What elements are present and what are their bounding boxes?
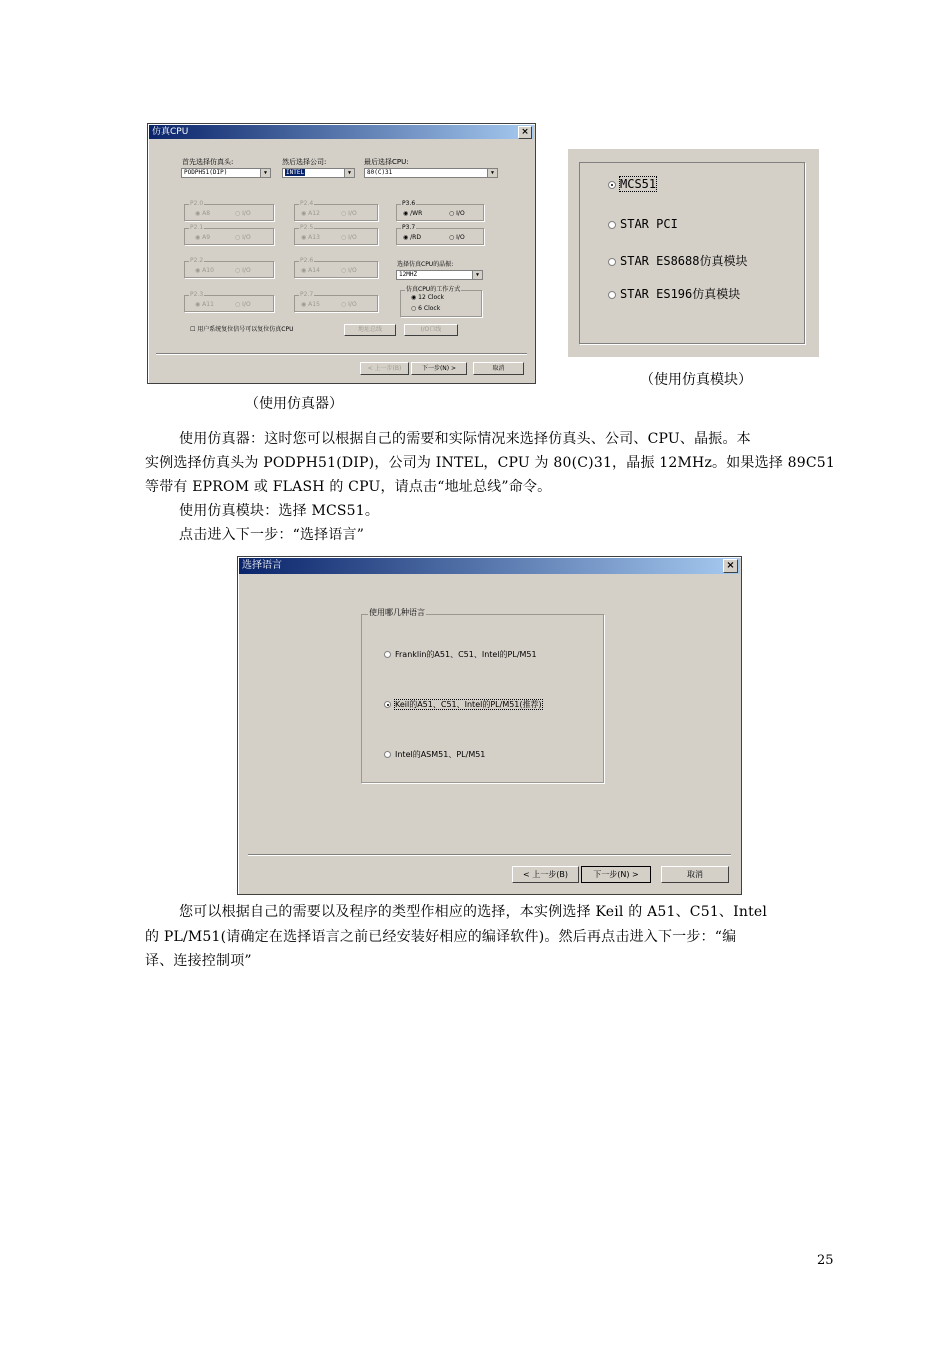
module-option-es196[interactable] bbox=[608, 285, 740, 302]
group-p23 bbox=[184, 291, 274, 312]
next-button[interactable]: 下一步(N) > bbox=[581, 866, 651, 883]
work-mode-title: 仿真CPU的工作方式 bbox=[406, 286, 461, 293]
radio-label: I/O bbox=[456, 234, 465, 241]
label-cpu: 最后选择CPU: bbox=[364, 158, 409, 166]
radio-p21-a: ◉ A9 bbox=[195, 234, 211, 241]
cancel-button[interactable]: 取消 bbox=[661, 866, 729, 883]
lang-option-label: Intel的ASM51、PL/M51 bbox=[395, 750, 486, 759]
module-option-label: STAR PCI bbox=[620, 217, 678, 231]
cpu-select-value: 80(C)31 bbox=[367, 169, 393, 176]
prev-button[interactable]: < 上一步(B) bbox=[512, 866, 579, 883]
paragraph-line-5: 点击进入下一步：“选择语言” bbox=[179, 527, 365, 543]
paragraph2-line-3: 译、连接控制项” bbox=[145, 953, 252, 969]
group-p24 bbox=[294, 200, 378, 221]
module-option-mcs51[interactable] bbox=[608, 177, 656, 191]
lang-option-keil[interactable] bbox=[384, 699, 542, 710]
paragraph-line-1: 使用仿真器：这时您可以根据自己的需要和实际情况来选择仿真头、公司、CPU、晶振。本 bbox=[179, 431, 751, 447]
group-p37-title: P3.7 bbox=[402, 224, 416, 231]
radio-label: A15 bbox=[308, 301, 320, 308]
language-group bbox=[361, 608, 604, 783]
dialog-titlebar bbox=[149, 125, 534, 139]
crystal-select-value: 12MHZ bbox=[399, 271, 418, 278]
group-p20-title: P2.0 bbox=[190, 200, 204, 207]
group-p21 bbox=[184, 224, 274, 245]
radio-p25-b: ○ I/O bbox=[341, 234, 357, 241]
head-select[interactable] bbox=[181, 168, 271, 178]
dialog-titlebar bbox=[239, 558, 740, 574]
group-p24-title: P2.4 bbox=[300, 200, 314, 207]
chevron-down-icon: ▼ bbox=[487, 169, 497, 177]
paragraph-line-3: 等带有 EPROM 或 FLASH 的 CPU，请点击“地址总线”命令。 bbox=[145, 479, 552, 495]
caption-emulator: （使用仿真器） bbox=[245, 396, 343, 412]
paragraph2-line-2: 的 PL/M51(请确定在选择语言之前已经安装好相应的编译软件)。然后再点击进入下一步：“编 bbox=[145, 929, 737, 945]
separator bbox=[156, 353, 527, 355]
radio-label: I/O bbox=[242, 301, 251, 308]
radio-p26-b: ○ I/O bbox=[341, 267, 357, 274]
select-language-dialog bbox=[237, 556, 742, 895]
group-p27 bbox=[294, 291, 378, 312]
lang-option-label: Keil的A51、C51、Intel的PL/M51(推荐) bbox=[395, 700, 542, 709]
radio-p24-b: ○ I/O bbox=[341, 210, 357, 217]
radio-label: I/O bbox=[348, 301, 357, 308]
group-work-mode bbox=[400, 286, 482, 317]
radio-p36-a[interactable]: ◉ /WR bbox=[403, 210, 423, 217]
radio-icon bbox=[608, 291, 616, 299]
group-p21-title: P2.1 bbox=[190, 224, 204, 231]
paragraph-line-2: 实例选择仿真头为 PODPH51(DIP)，公司为 INTEL，CPU 为 80(C)31，晶振 12MHz。如果选择 89C51 bbox=[145, 455, 836, 471]
chevron-down-icon: ▼ bbox=[472, 271, 482, 279]
radio-p21-b: ○ I/O bbox=[235, 234, 251, 241]
radio-icon bbox=[384, 751, 391, 758]
group-p25-title: P2.5 bbox=[300, 224, 314, 231]
module-panel bbox=[568, 149, 819, 357]
radio-p25-a: ◉ A13 bbox=[301, 234, 320, 241]
lang-option-intel[interactable] bbox=[384, 749, 485, 760]
radio-p22-b: ○ I/O bbox=[235, 267, 251, 274]
lang-option-franklin[interactable] bbox=[384, 649, 537, 660]
radio-selected-icon bbox=[384, 701, 391, 708]
radio-p23-b: ○ I/O bbox=[235, 301, 251, 308]
radio-icon bbox=[384, 651, 391, 658]
group-p36-title: P3.6 bbox=[402, 200, 416, 207]
radio-p26-a: ◉ A14 bbox=[301, 267, 320, 274]
group-p25 bbox=[294, 224, 378, 245]
radio-p37-a[interactable]: ◉ /RD bbox=[403, 234, 421, 241]
caption-module: （使用仿真模块） bbox=[640, 372, 752, 388]
module-option-es8688[interactable] bbox=[608, 252, 747, 269]
module-option-label: MCS51 bbox=[620, 177, 657, 191]
module-option-label: STAR ES8688仿真模块 bbox=[620, 254, 748, 268]
reset-checkbox-label: 用户系统复位信号可以复位仿真CPU bbox=[197, 326, 294, 333]
lang-option-label: Franklin的A51、C51、Intel的PL/M51 bbox=[395, 650, 537, 659]
radio-p22-a: ◉ A10 bbox=[195, 267, 214, 274]
radio-6-clock[interactable]: ○ 6 Clock bbox=[411, 305, 441, 312]
page-number: 25 bbox=[817, 1253, 834, 1268]
radio-label: A11 bbox=[202, 301, 214, 308]
group-p36 bbox=[396, 200, 484, 221]
head-select-value: PODPH51(DIP) bbox=[184, 169, 228, 176]
group-p37 bbox=[396, 224, 484, 245]
radio-label: 6 Clock bbox=[418, 305, 441, 312]
close-icon[interactable]: × bbox=[518, 126, 532, 139]
radio-p24-a: ◉ A12 bbox=[301, 210, 320, 217]
radio-icon bbox=[608, 258, 616, 266]
radio-label: /WR bbox=[410, 210, 423, 217]
company-select-value: INTEL bbox=[286, 169, 305, 176]
radio-label: I/O bbox=[242, 210, 251, 217]
radio-p36-b[interactable]: ○ I/O bbox=[449, 210, 465, 217]
chevron-down-icon: ▼ bbox=[344, 169, 354, 177]
radio-label: A8 bbox=[202, 210, 211, 217]
radio-p27-a: ◉ A15 bbox=[301, 301, 320, 308]
prev-button[interactable]: < 上一步(B) bbox=[360, 362, 409, 375]
module-option-star-pci[interactable] bbox=[608, 217, 678, 231]
close-icon[interactable]: × bbox=[723, 559, 738, 573]
crystal-label: 选择仿真CPU的晶振: bbox=[397, 261, 454, 268]
radio-label: A13 bbox=[308, 234, 320, 241]
module-option-label: STAR ES196仿真模块 bbox=[620, 287, 741, 301]
radio-selected-icon bbox=[608, 181, 616, 189]
group-p27-title: P2.7 bbox=[300, 291, 314, 298]
address-bus-button[interactable]: 地址总线 bbox=[344, 324, 396, 336]
radio-label: I/O bbox=[348, 210, 357, 217]
group-p26-title: P2.6 bbox=[300, 257, 314, 264]
radio-p23-a: ◉ A11 bbox=[195, 301, 214, 308]
emulator-cpu-dialog bbox=[147, 123, 536, 384]
radio-12-clock[interactable]: ◉ 12 Clock bbox=[411, 294, 444, 301]
group-p20 bbox=[184, 200, 274, 221]
language-group-title: 使用哪几种语言 bbox=[369, 608, 425, 617]
crystal-select[interactable] bbox=[396, 270, 483, 280]
radio-label: I/O bbox=[242, 267, 251, 274]
radio-label: I/O bbox=[242, 234, 251, 241]
radio-label: /RD bbox=[410, 234, 421, 241]
next-button[interactable]: 下一步(N) > bbox=[411, 362, 467, 375]
radio-icon bbox=[608, 221, 616, 229]
radio-label: A10 bbox=[202, 267, 214, 274]
paragraph-line-4: 使用仿真模块：选择 MCS51。 bbox=[179, 503, 380, 519]
radio-p37-b[interactable]: ○ I/O bbox=[449, 234, 465, 241]
group-p23-title: P2.3 bbox=[190, 291, 204, 298]
group-p22 bbox=[184, 257, 274, 278]
cancel-button[interactable]: 取消 bbox=[473, 362, 524, 375]
group-p22-title: P2.2 bbox=[190, 257, 204, 264]
radio-label: I/O bbox=[348, 267, 357, 274]
chevron-down-icon: ▼ bbox=[260, 169, 270, 177]
dialog-title: 选择语言 bbox=[242, 560, 282, 571]
paragraph2-line-1: 您可以根据自己的需要以及程序的类型作相应的选择，本实例选择 Keil 的 A51、C51、Intel bbox=[179, 904, 768, 920]
io-lines-button[interactable]: I/O口线 bbox=[404, 324, 458, 336]
company-select[interactable] bbox=[282, 168, 355, 178]
radio-label: A9 bbox=[202, 234, 211, 241]
dialog-title: 仿真CPU bbox=[152, 127, 189, 137]
radio-label: I/O bbox=[348, 234, 357, 241]
reset-checkbox[interactable]: ☐ 用户系统复位信号可以复位仿真CPU bbox=[190, 326, 294, 333]
label-company: 然后选择公司: bbox=[282, 158, 327, 166]
radio-label: 12 Clock bbox=[418, 294, 444, 301]
label-head: 首先选择仿真头: bbox=[182, 158, 234, 166]
radio-p20-a: ◉ A8 bbox=[195, 210, 211, 217]
cpu-select[interactable] bbox=[364, 168, 498, 178]
group-p26 bbox=[294, 257, 378, 278]
radio-p20-b: ○ I/O bbox=[235, 210, 251, 217]
separator bbox=[248, 854, 731, 856]
radio-label: A14 bbox=[308, 267, 320, 274]
radio-label: A12 bbox=[308, 210, 320, 217]
radio-label: I/O bbox=[456, 210, 465, 217]
radio-p27-b: ○ I/O bbox=[341, 301, 357, 308]
